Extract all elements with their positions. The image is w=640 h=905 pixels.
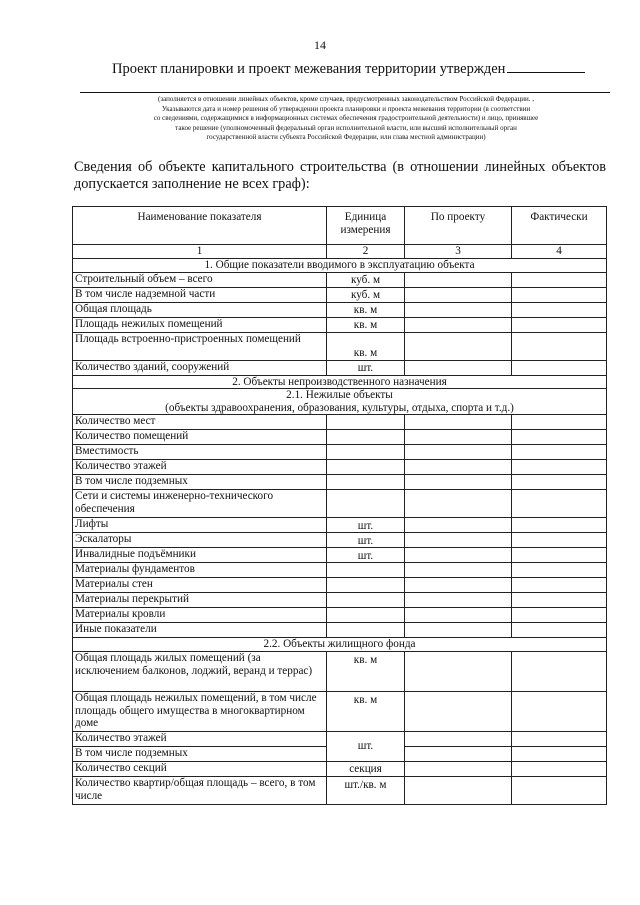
- table-row: [73, 578, 607, 593]
- planned-cell: [405, 593, 512, 608]
- actual-cell: [512, 272, 607, 287]
- table-row: [73, 761, 607, 776]
- planned-cell: [405, 548, 512, 563]
- indicator-cell: Общая площадь нежилых помещений, в том числе площадь общего имущества в многоквартирном доме: [73, 691, 327, 731]
- unit-cell: [327, 445, 405, 460]
- indicator-cell: Количество этажей: [73, 731, 327, 746]
- indicator-cell: Материалы перекрытий: [73, 593, 327, 608]
- planned-cell: [405, 475, 512, 490]
- indicator-cell: Материалы стен: [73, 578, 327, 593]
- header-indicator: Наименование показателя: [73, 207, 327, 245]
- unit-cell: секция: [327, 761, 405, 776]
- table-row: [73, 475, 607, 490]
- header-actual: Фактически: [512, 207, 607, 245]
- planned-cell: [405, 360, 512, 375]
- planned-cell: [405, 272, 512, 287]
- actual-cell: [512, 746, 607, 761]
- planned-cell: [405, 302, 512, 317]
- actual-cell: [512, 563, 607, 578]
- signature-rule: [80, 92, 610, 93]
- indicator-cell: Площадь нежилых помещений: [73, 317, 327, 332]
- actual-cell: [512, 533, 607, 548]
- planned-cell: [405, 460, 512, 475]
- approval-note: [96, 95, 596, 143]
- unit-cell: кв. м: [327, 302, 405, 317]
- indicator-cell: Эскалаторы: [73, 533, 327, 548]
- unit-cell: шт.: [327, 518, 405, 533]
- section21-subtitle: (объекты здравоохранения, образования, культуры, отдыха, спорта и т.д.): [165, 401, 514, 414]
- table-row: [73, 460, 607, 475]
- column-number: 4: [512, 245, 607, 259]
- header-planned: По проекту: [405, 207, 512, 245]
- unit-cell: шт.: [327, 548, 405, 563]
- actual-cell: [512, 360, 607, 375]
- table-row: [73, 608, 607, 623]
- section-title-row: [73, 638, 607, 652]
- section21-heading: [73, 389, 607, 415]
- table-row: [73, 445, 607, 460]
- indicator-cell: Площадь встроенно-пристроенных помещений: [73, 332, 327, 360]
- unit-cell: куб. м: [327, 287, 405, 302]
- indicator-cell: Количество мест: [73, 415, 327, 430]
- unit-cell: [327, 608, 405, 623]
- column-number: 2: [327, 245, 405, 259]
- section-title-row: [73, 375, 607, 389]
- column-number: 3: [405, 245, 512, 259]
- indicator-cell: В том числе надземной части: [73, 287, 327, 302]
- unit-cell: [327, 593, 405, 608]
- planned-cell: [405, 761, 512, 776]
- section-title-row: [73, 389, 607, 415]
- note-line: Указываются дата и номер решения об утверждении проекта планировки и проекта межевания территории (в соответствии: [161, 104, 531, 113]
- table-row: [73, 623, 607, 638]
- table-row: [73, 317, 607, 332]
- actual-cell: [512, 623, 607, 638]
- actual-cell: [512, 761, 607, 776]
- unit-cell: шт.: [327, 360, 405, 375]
- column-number: 1: [73, 245, 327, 259]
- indicator-cell: Количество квартир/общая площадь – всего, в том числе: [73, 776, 327, 804]
- planned-cell: [405, 578, 512, 593]
- note-line: (заполняется в отношении линейных объектов, кроме случаев, предусмотренных законодательством Российской Федерации. ,: [157, 95, 535, 103]
- unit-cell: [327, 415, 405, 430]
- table-row: [73, 518, 607, 533]
- indicator-cell: Общая площадь: [73, 302, 327, 317]
- unit-cell: кв. м: [327, 317, 405, 332]
- table-row: [73, 302, 607, 317]
- indicator-cell: Количество секций: [73, 761, 327, 776]
- unit-cell: [327, 578, 405, 593]
- indicator-cell: Сети и системы инженерно-технического обеспечения: [73, 490, 327, 518]
- planned-cell: [405, 776, 512, 804]
- planned-cell: [405, 490, 512, 518]
- section22-title: 2.2. Объекты жилищного фонда: [73, 638, 607, 652]
- indicator-cell: Общая площадь жилых помещений (за исключением балконов, лоджий, веранд и террас): [73, 651, 327, 691]
- actual-cell: [512, 317, 607, 332]
- actual-cell: [512, 548, 607, 563]
- actual-cell: [512, 776, 607, 804]
- object-info-table: [72, 206, 607, 805]
- indicator-cell: Инвалидные подъёмники: [73, 548, 327, 563]
- page-number: 14: [314, 38, 326, 52]
- approval-text: Проект планировки и проект межевания территории утвержден: [112, 61, 506, 77]
- unit-cell: [327, 563, 405, 578]
- indicator-cell: Количество этажей: [73, 460, 327, 475]
- table-row: [73, 533, 607, 548]
- indicator-cell: Количество зданий, сооружений: [73, 360, 327, 375]
- table-row: [73, 272, 607, 287]
- actual-cell: [512, 518, 607, 533]
- planned-cell: [405, 563, 512, 578]
- planned-cell: [405, 746, 512, 761]
- indicator-cell: Количество помещений: [73, 430, 327, 445]
- indicator-cell: Иные показатели: [73, 623, 327, 638]
- actual-cell: [512, 460, 607, 475]
- approval-line: [112, 60, 612, 78]
- table-row: [73, 731, 607, 746]
- indicator-cell: Строительный объем – всего: [73, 272, 327, 287]
- column-number-row: [73, 245, 607, 259]
- table-row: [73, 593, 607, 608]
- actual-cell: [512, 430, 607, 445]
- actual-cell: [512, 287, 607, 302]
- planned-cell: [405, 608, 512, 623]
- planned-cell: [405, 691, 512, 731]
- planned-cell: [405, 317, 512, 332]
- table-row: [73, 415, 607, 430]
- planned-cell: [405, 332, 512, 360]
- planned-cell: [405, 623, 512, 638]
- note-line: государственной власти субъекта Российской Федерации, или глава местной администрации): [206, 133, 486, 142]
- actual-cell: [512, 691, 607, 731]
- actual-cell: [512, 445, 607, 460]
- actual-cell: [512, 302, 607, 317]
- approval-blank: [507, 60, 585, 73]
- unit-cell: шт.: [327, 533, 405, 548]
- planned-cell: [405, 651, 512, 691]
- actual-cell: [512, 490, 607, 518]
- table-row: [73, 332, 607, 360]
- section1-title: 1. Общие показатели вводимого в эксплуатацию объекта: [73, 259, 607, 273]
- indicator-cell: В том числе подземных: [73, 475, 327, 490]
- actual-cell: [512, 651, 607, 691]
- indicator-cell: Материалы кровли: [73, 608, 327, 623]
- table-row: [73, 563, 607, 578]
- actual-cell: [512, 593, 607, 608]
- section-heading: Сведения об объекте капитального строительства (в отношении линейных объектов допускается заполнение не всех граф):: [74, 159, 606, 192]
- table-row: [73, 287, 607, 302]
- table-row: [73, 490, 607, 518]
- actual-cell: [512, 475, 607, 490]
- indicator-cell: Лифты: [73, 518, 327, 533]
- unit-cell: кв. м: [327, 691, 405, 731]
- actual-cell: [512, 608, 607, 623]
- planned-cell: [405, 430, 512, 445]
- planned-cell: [405, 287, 512, 302]
- table-row: [73, 548, 607, 563]
- actual-cell: [512, 731, 607, 746]
- planned-cell: [405, 533, 512, 548]
- unit-cell: шт.: [327, 731, 405, 761]
- indicator-cell: Материалы фундаментов: [73, 563, 327, 578]
- unit-cell: кв. м: [327, 651, 405, 691]
- unit-cell: [327, 460, 405, 475]
- table-row: [73, 430, 607, 445]
- unit-cell: кв. м: [327, 332, 405, 360]
- unit-cell: [327, 623, 405, 638]
- unit-cell: куб. м: [327, 272, 405, 287]
- unit-cell: [327, 430, 405, 445]
- actual-cell: [512, 415, 607, 430]
- indicator-cell: В том числе подземных: [73, 746, 327, 761]
- unit-cell: [327, 475, 405, 490]
- unit-cell: шт./кв. м: [327, 776, 405, 804]
- planned-cell: [405, 415, 512, 430]
- unit-cell: [327, 490, 405, 518]
- table-row: [73, 776, 607, 804]
- actual-cell: [512, 332, 607, 360]
- table-row: [73, 360, 607, 375]
- section-title-row: [73, 259, 607, 273]
- table-row: [73, 651, 607, 691]
- section21-title: 2.1. Нежилые объекты: [286, 389, 393, 402]
- section2-title: 2. Объекты непроизводственного назначения: [73, 375, 607, 389]
- planned-cell: [405, 445, 512, 460]
- planned-cell: [405, 518, 512, 533]
- indicator-cell: Вместимость: [73, 445, 327, 460]
- table-row: [73, 691, 607, 731]
- planned-cell: [405, 731, 512, 746]
- actual-cell: [512, 578, 607, 593]
- note-line: такое решение (уполномоченный федеральный орган исполнительной власти, или высший исполнительный орган: [175, 123, 517, 132]
- note-line: со сведениями, содержащимися в информационных системах обеспечения градостроительной деятельности) и лицо, принявшее: [153, 114, 539, 123]
- header-unit: Единица измерения: [327, 207, 405, 245]
- header-row: [73, 207, 607, 245]
